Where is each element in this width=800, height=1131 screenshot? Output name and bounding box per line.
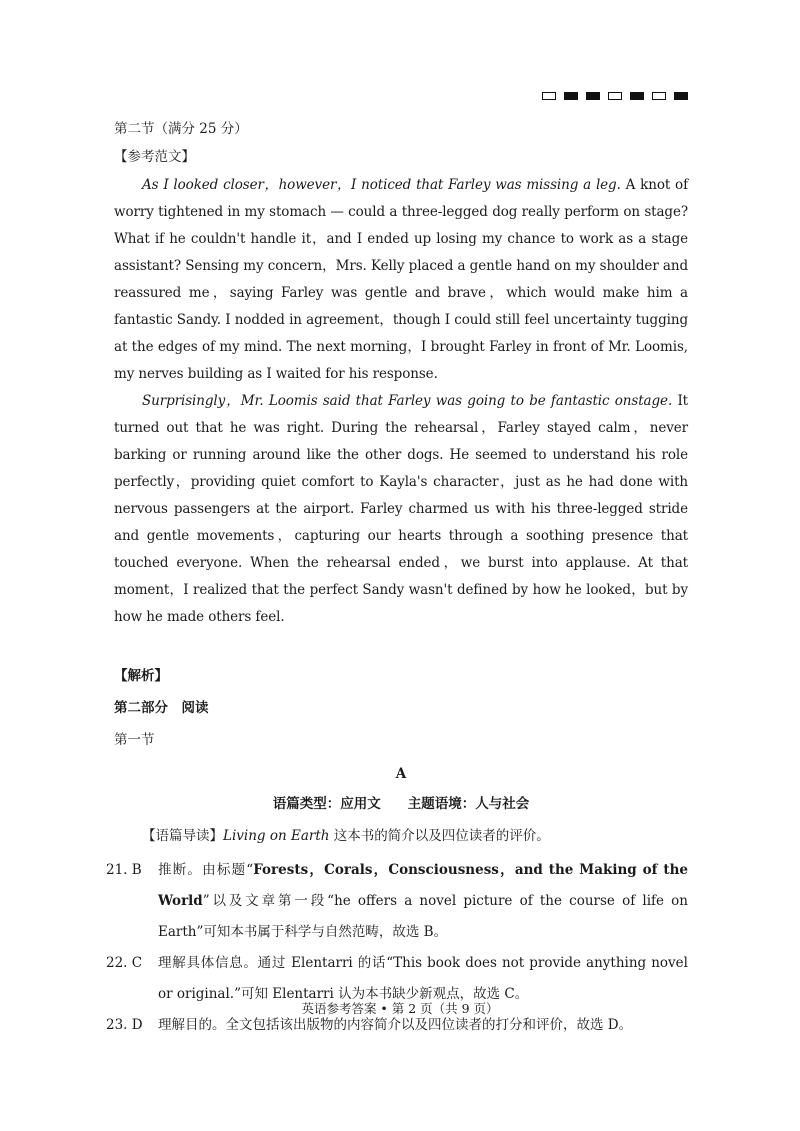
passage-guide	[114, 823, 688, 849]
genre-line: 语篇类型：应用文 主题语境：人与社会	[272, 796, 530, 812]
question-explanation	[158, 855, 688, 948]
section-title: 第二节（满分 25 分）	[114, 121, 248, 137]
essay-p2-body: It turned out that he was right. During the rehearsal，Farley stayed calm，never barking or running around like the other dogs. He seemed to understand his role perfectly，providing quiet comfort to Kayla's character，just as he had done with nervous passengers at the airport. Farley charmed us with his three-legged stride and gentle movements，capturing our hearts through a soothing presence that touched everyone. When the rehearsal ended，we burst into applause. At that moment，I realized that the perfect Sandy wasn't defined by how he looked，but by how he made others feel.	[114, 393, 689, 625]
q21-bold-title: Forests，Corals，Consciousness，and the Making of the World	[158, 862, 689, 909]
essay-paragraph-1	[114, 172, 688, 388]
essay-paragraph-2	[114, 388, 688, 631]
header-mark	[564, 92, 578, 100]
page-footer: 英语参考答案 • 第 2 页（共 9 页）	[301, 1001, 499, 1016]
header-mark	[608, 92, 622, 100]
question-explanation: 理解目的。全文包括该出版物的内容简介以及四位读者的打分和评价，故选 D。	[158, 1017, 633, 1033]
passage-letter: A	[395, 766, 407, 782]
question-number: 22. C	[106, 955, 143, 971]
main-content	[106, 116, 689, 1041]
header-mark	[674, 92, 688, 100]
essay-p1-lead: As I looked closer，however，I noticed that Farley was missing a leg.	[142, 177, 621, 193]
question-explanation: 理解具体信息。通过 Elentarri 的话“This book does not provide anything novel or original.”可知 Elentarri 认为本书缺少新观点，故选 C。	[158, 955, 688, 1002]
essay-p2-lead: Surprisingly，Mr. Loomis said that Farley was going to be fantastic onstage.	[142, 393, 673, 409]
question-number: 23. D	[106, 1017, 143, 1033]
guide-text: 这本书的简介以及四位读者的评价。	[329, 828, 550, 844]
guide-label: 【语篇导读】	[142, 828, 223, 844]
header-mark	[630, 92, 644, 100]
q21-text-post: ”以及文章第一段“he offers a novel picture of the course of life on Earth”可知本书属于科学与自然范畴，故选 B。	[158, 893, 688, 940]
question-number: 21. B	[106, 862, 142, 878]
guide-book-title: Living on Earth	[223, 828, 330, 844]
header-mark	[586, 92, 600, 100]
part-two-title: 第二部分 阅读	[114, 700, 209, 716]
essay-p1-body: A knot of worry tightened in my stomach — could a three-legged dog really perform on stage? What if he couldn't handle it，and I ended up losing my chance to work as a stage assistant? Sensing my concern，Mrs. Kelly placed a gentle hand on my shoulder and reassured me，saying Farley was gentle and brave，which would make him a fantastic Sandy. I nodded in agreement，though I could still feel uncertainty tugging at the edges of my mind. The next morning，I brought Farley in front of Mr. Loomis, my nerves building as I waited for his response.	[114, 177, 688, 382]
model-essay	[114, 172, 688, 631]
header-mark	[542, 92, 556, 100]
header-marks	[542, 92, 688, 100]
reference-label: 【参考范文】	[114, 149, 195, 165]
header-mark	[652, 92, 666, 100]
q21-text-pre: 推断。由标题“	[158, 862, 254, 878]
section-one-title: 第一节	[114, 732, 155, 748]
analysis-label: 【解析】	[114, 668, 168, 684]
question-item	[106, 855, 688, 948]
